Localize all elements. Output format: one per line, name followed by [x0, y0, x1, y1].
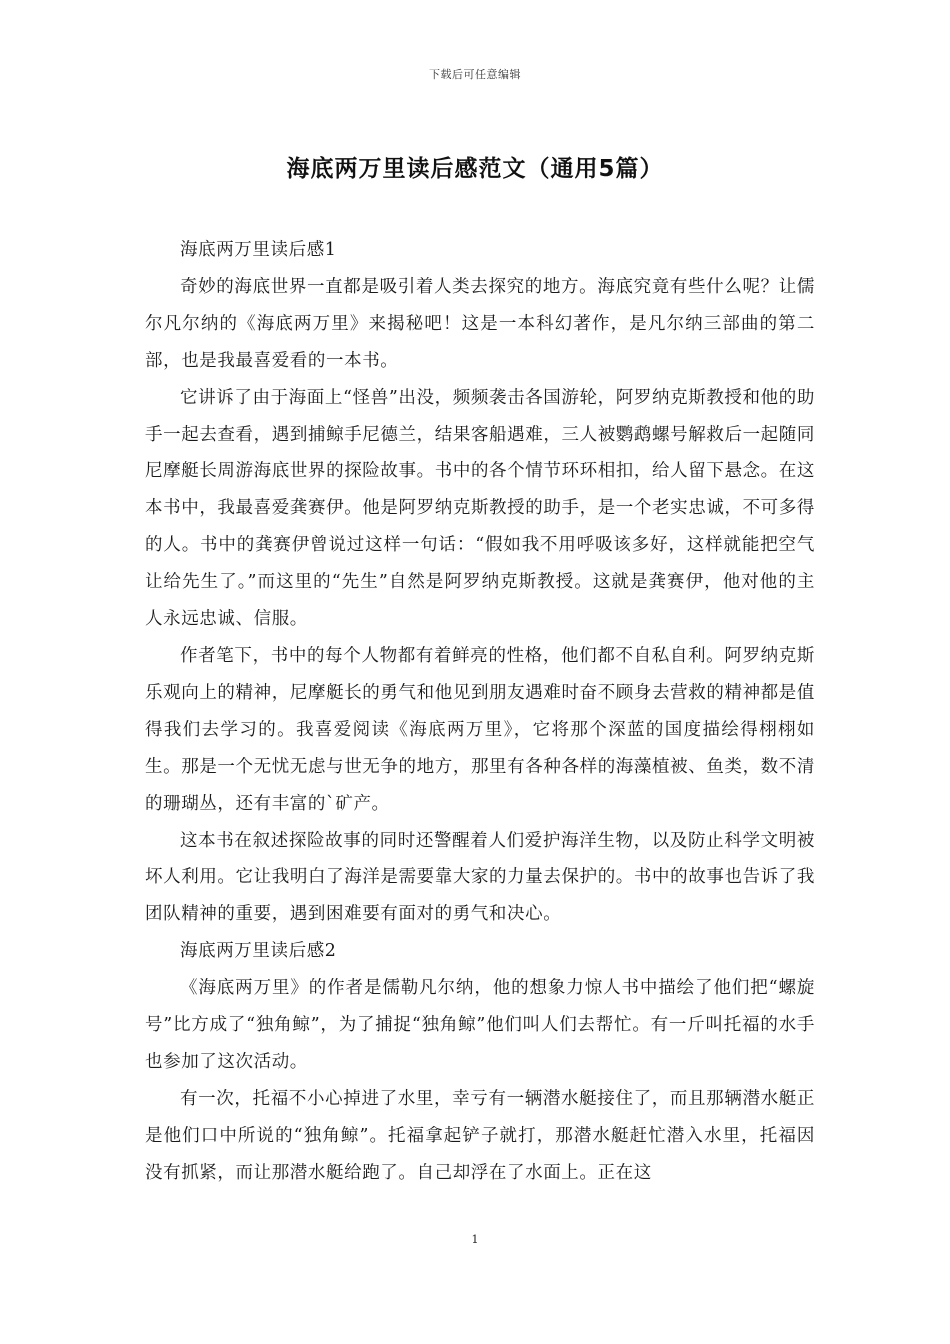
document-body — [145, 232, 815, 1192]
paragraph: 作者笔下，书中的每个人物都有着鲜亮的性格，他们都不自私自利。阿罗纳克斯乐观向上的精神，尼摩艇长的勇气和他见到朋友遇难时奋不顾身去营救的精神都是值得我们去学习的。我喜爱阅读《海底两万里》，它将那个深蓝的国度描绘得栩栩如生。那是一个无忧无虑与世无争的地方，那里有各种各样的海藻植被、鱼类，数不清的珊瑚丛，还有丰富的`矿产。 — [145, 645, 815, 814]
paragraph: 奇妙的海底世界一直都是吸引着人类去探究的地方。海底究竟有些什么呢？让儒尔凡尔纳的《海底两万里》来揭秘吧！这是一本科幻著作，是凡尔纳三部曲的第二部，也是我最喜爱看的一本书。 — [145, 276, 815, 371]
paragraph: 这本书在叙述探险故事的同时还警醒着人们爱护海洋生物，以及防止科学文明被坏人利用。它让我明白了海洋是需要靠大家的力量去保护的。书中的故事也告诉了我团队精神的重要，遇到困难要有面对的勇气和决心。 — [145, 830, 815, 925]
header-note: 下载后可任意编辑 — [429, 68, 521, 81]
document-title: 海底两万里读后感范文（通用5篇） — [286, 156, 664, 182]
paragraph: 《海底两万里》的作者是儒勒凡尔纳，他的想象力惊人书中描绘了他们把“螺旋号”比方成了“独角鲸”，为了捕捉“独角鲸”他们叫人们去帮忙。有一斤叫托福的水手也参加了这次活动。 — [145, 978, 815, 1072]
paragraph: 它讲诉了由于海面上“怪兽”出没，频频袭击各国游轮，阿罗纳克斯教授和他的助手一起去查看，遇到捕鲸手尼德兰，结果客船遇难，三人被鹦鹉螺号解救后一起随同尼摩艇长周游海底世界的探险故事。书中的各个情节环环相扣，给人留下悬念。在这本书中，我最喜爱龚赛伊。他是阿罗纳克斯教授的助手，是一个老实忠诚，不可多得的人。书中的龚赛伊曾说过这样一句话：“假如我不用呼吸该多好，这样就能把空气让给先生了。”而这里的“先生”自然是阿罗纳克斯教授。这就是龚赛伊，他对他的主人永远忠诚、信服。 — [145, 387, 815, 630]
paragraph: 有一次，托福不小心掉进了水里，幸亏有一辆潜水艇接住了，而且那辆潜水艇正是他们口中所说的“独角鲸”。托福拿起铲子就打，那潜水艇赶忙潜入水里，托福因没有抓紧，而让那潜水艇给跑了。自己却浮在了水面上。正在这 — [145, 1088, 815, 1183]
section-heading-1: 海底两万里读后感1 — [180, 240, 337, 260]
section-heading-2: 海底两万里读后感2 — [180, 941, 337, 962]
page-number: 1 — [471, 1233, 479, 1246]
